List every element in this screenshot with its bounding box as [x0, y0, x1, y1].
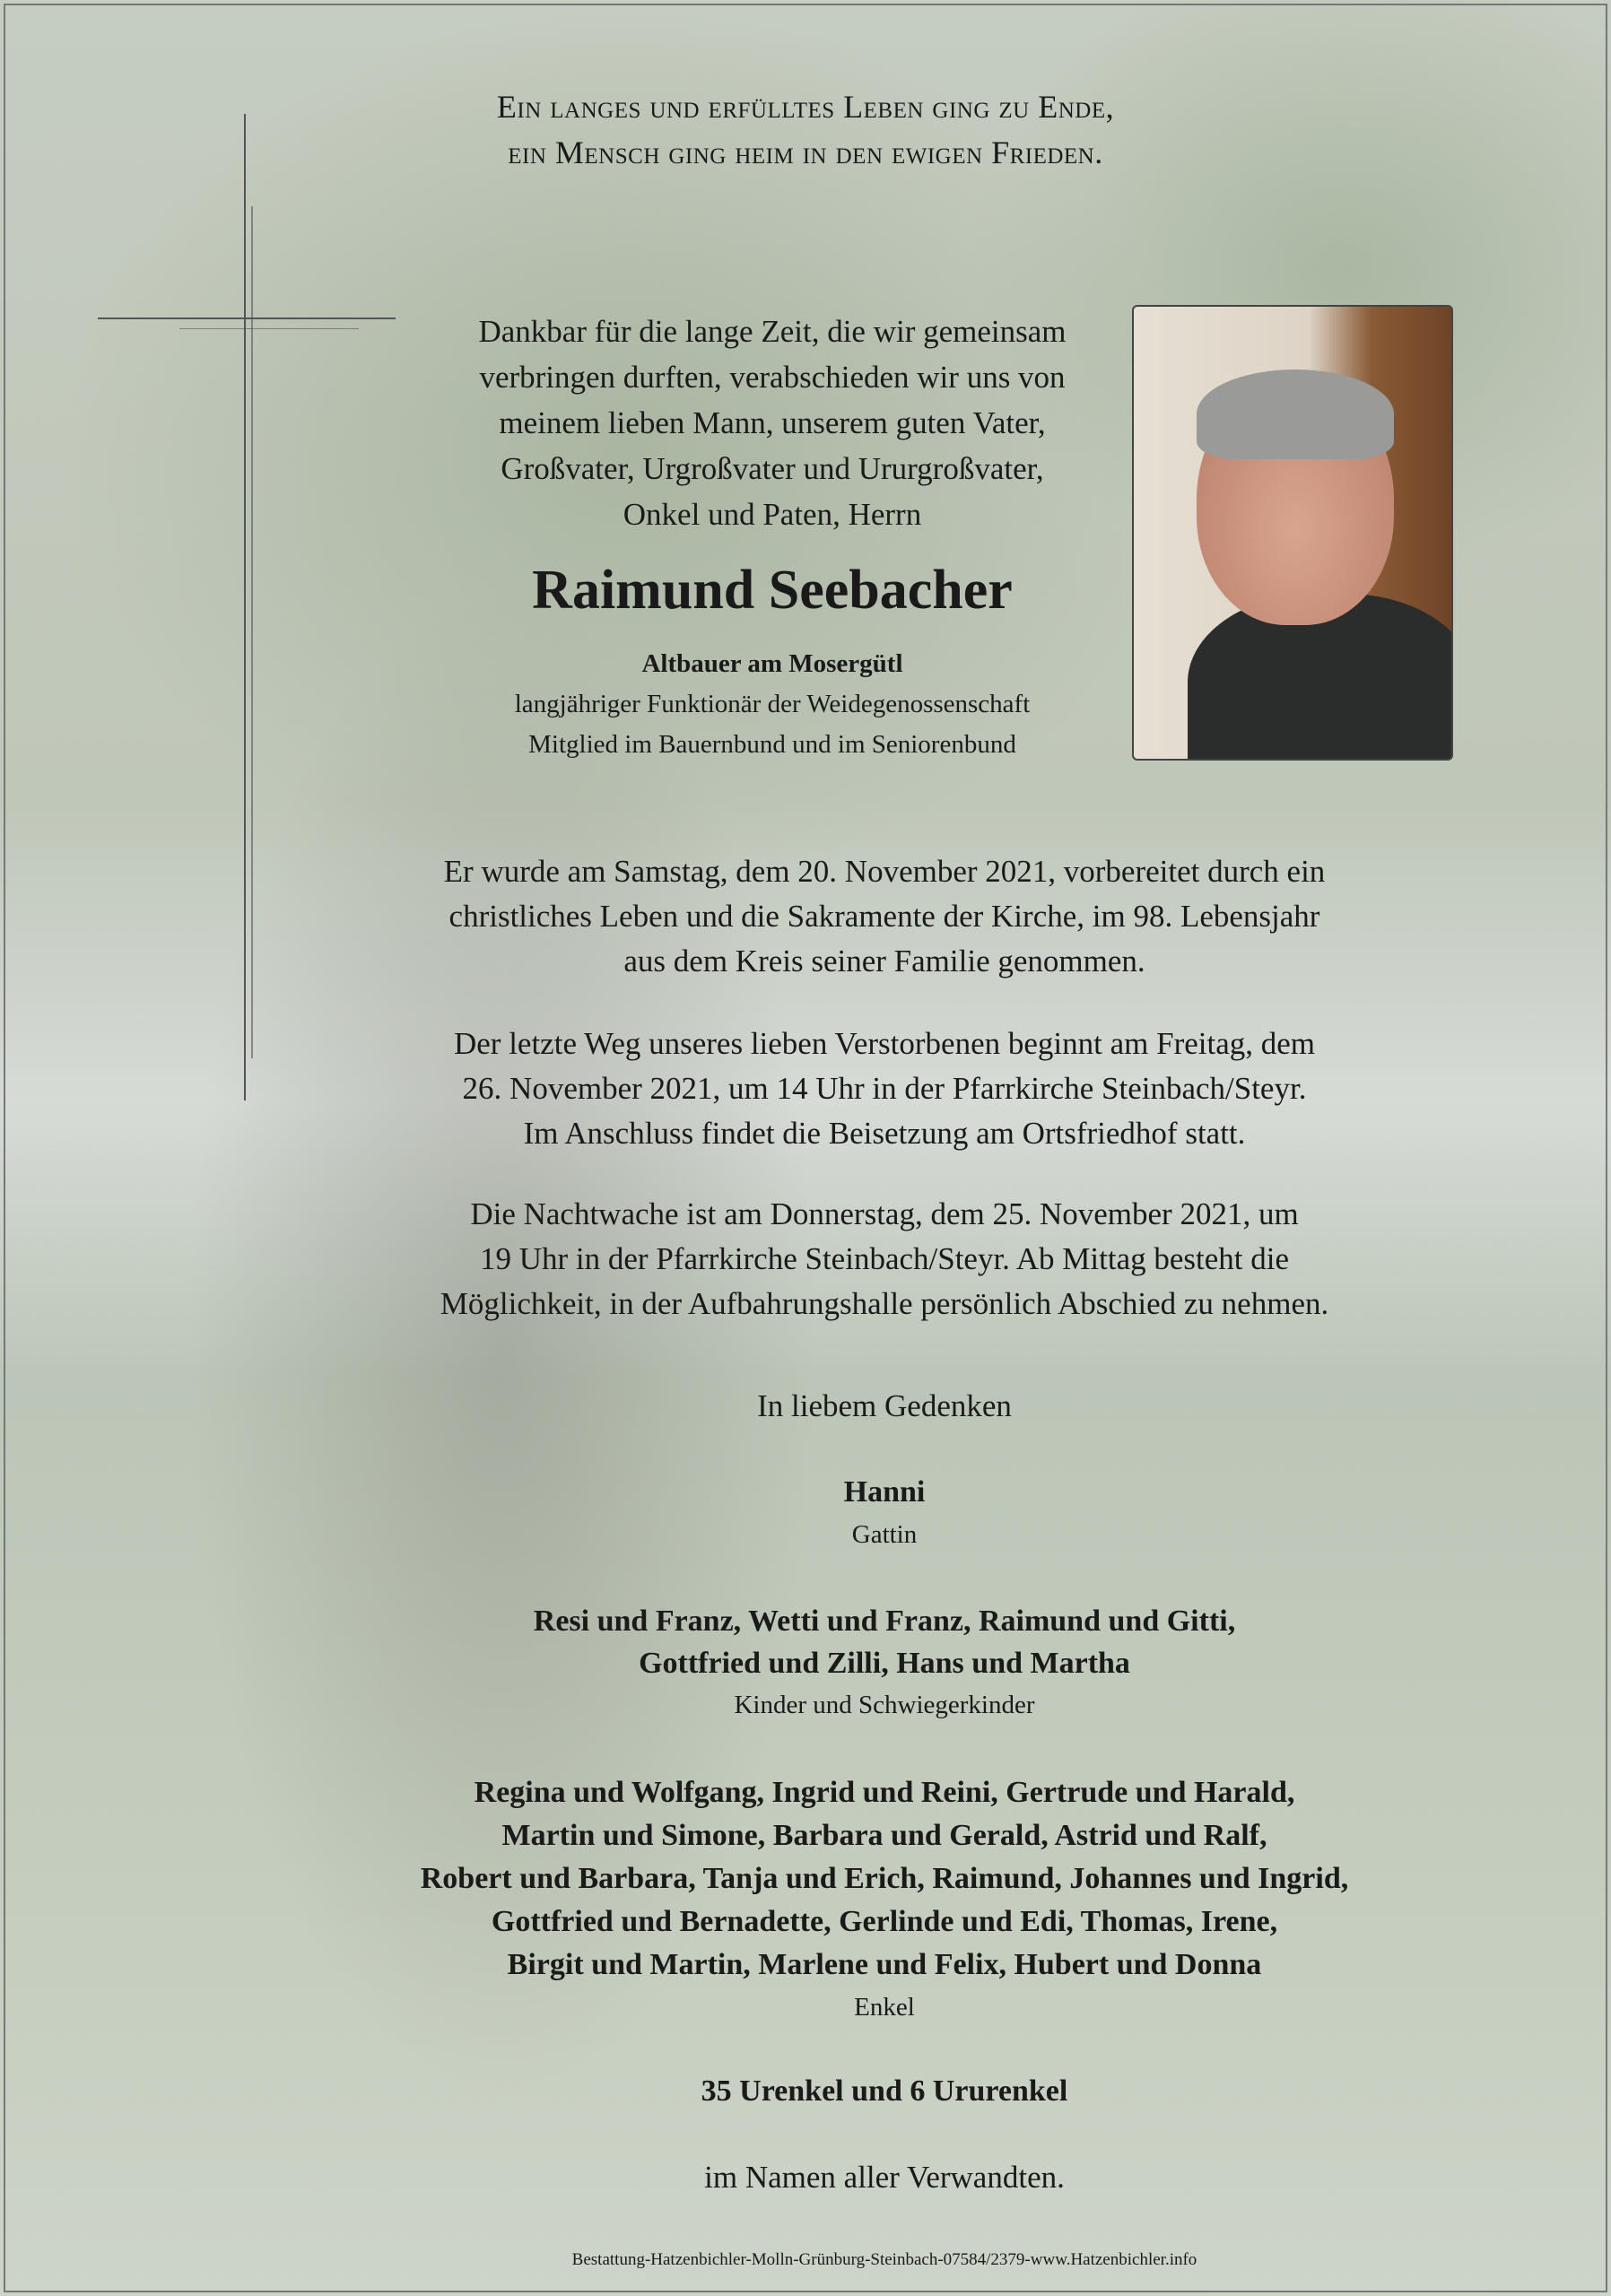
funeral-notice: Der letzte Weg unseres lieben Verstorbenen beginnt am Freitag, dem 26. November 2021, um 14 Uhr in der Pfarrkirche Steinbach/Steyr. Im Anschluss findet die Beisetzung am Ortsfriedhof statt. [453, 1026, 1316, 1151]
memory-line: In liebem Gedenken [757, 1388, 1012, 1423]
footer-undertaker: Bestattung-Hatzenbichler-Molln-Grünburg-Steinbach-07584/2379-www.Hatzenbichler.info [571, 2250, 1197, 2269]
great-grandchildren: 35 Urenkel und 6 Ururenkel [701, 2074, 1068, 2108]
roles: Altbauer am Mosergütl langjähriger Funktionär der Weidegenossenschaft Mitglied im Bauernbund und im Seniorenbund [514, 649, 1031, 759]
death-notice: Er wurde am Samstag, dem 20. November 2021, vorbereitet durch ein christliches Leben und die Sakramente der Kirche, im 98. Lebensjahr aus dem Kreis seiner Familie genommen. [443, 854, 1326, 978]
closing-line: im Namen aller Verwandten. [704, 2160, 1065, 2195]
grandchildren: Regina und Wolfgang, Ingrid und Reini, Gertrude und Harald, Martin und Simone, Barbara und Gerald, Astrid und Ralf, Robert und Barbara, Tanja und Erich, Raimund, Johannes und Ingrid, Gottfried und Bernadette, Gerlinde und Edi, Thomas, Irene, Birgit und Martin, Marlene und Felix, Hubert und Donna Enkel [420, 1776, 1349, 2022]
wife: Hanni Gattin [843, 1475, 926, 1549]
portrait-photo [1132, 305, 1453, 761]
deceased-name: Raimund Seebacher [532, 560, 1013, 621]
children: Resi und Franz, Wetti und Franz, Raimund und Gitti, Gottfried und Zilli, Hans und Martha Kinder und Schwiegerkinder [533, 1605, 1236, 1719]
vigil-notice: Die Nachtwache ist am Donnerstag, dem 25. November 2021, um 19 Uhr in der Pfarrkirche Steinbach/Steyr. Ab Mittag besteht die Möglichkeit, in der Aufbahrungshalle persönlich Abschied zu nehmen. [440, 1196, 1329, 1321]
intro-text: Dankbar für die lange Zeit, die wir gemeinsam verbringen durften, verabschieden wir uns von meinem lieben Mann, unserem guten Vater, Großvater, Urgroßvater und Ururgroßvater, Onkel und Paten, Herrn [478, 314, 1067, 532]
motto: Ein langes und erfülltes Leben ging zu Ende, ein Mensch ging heim in den ewigen Frieden. [496, 89, 1115, 170]
